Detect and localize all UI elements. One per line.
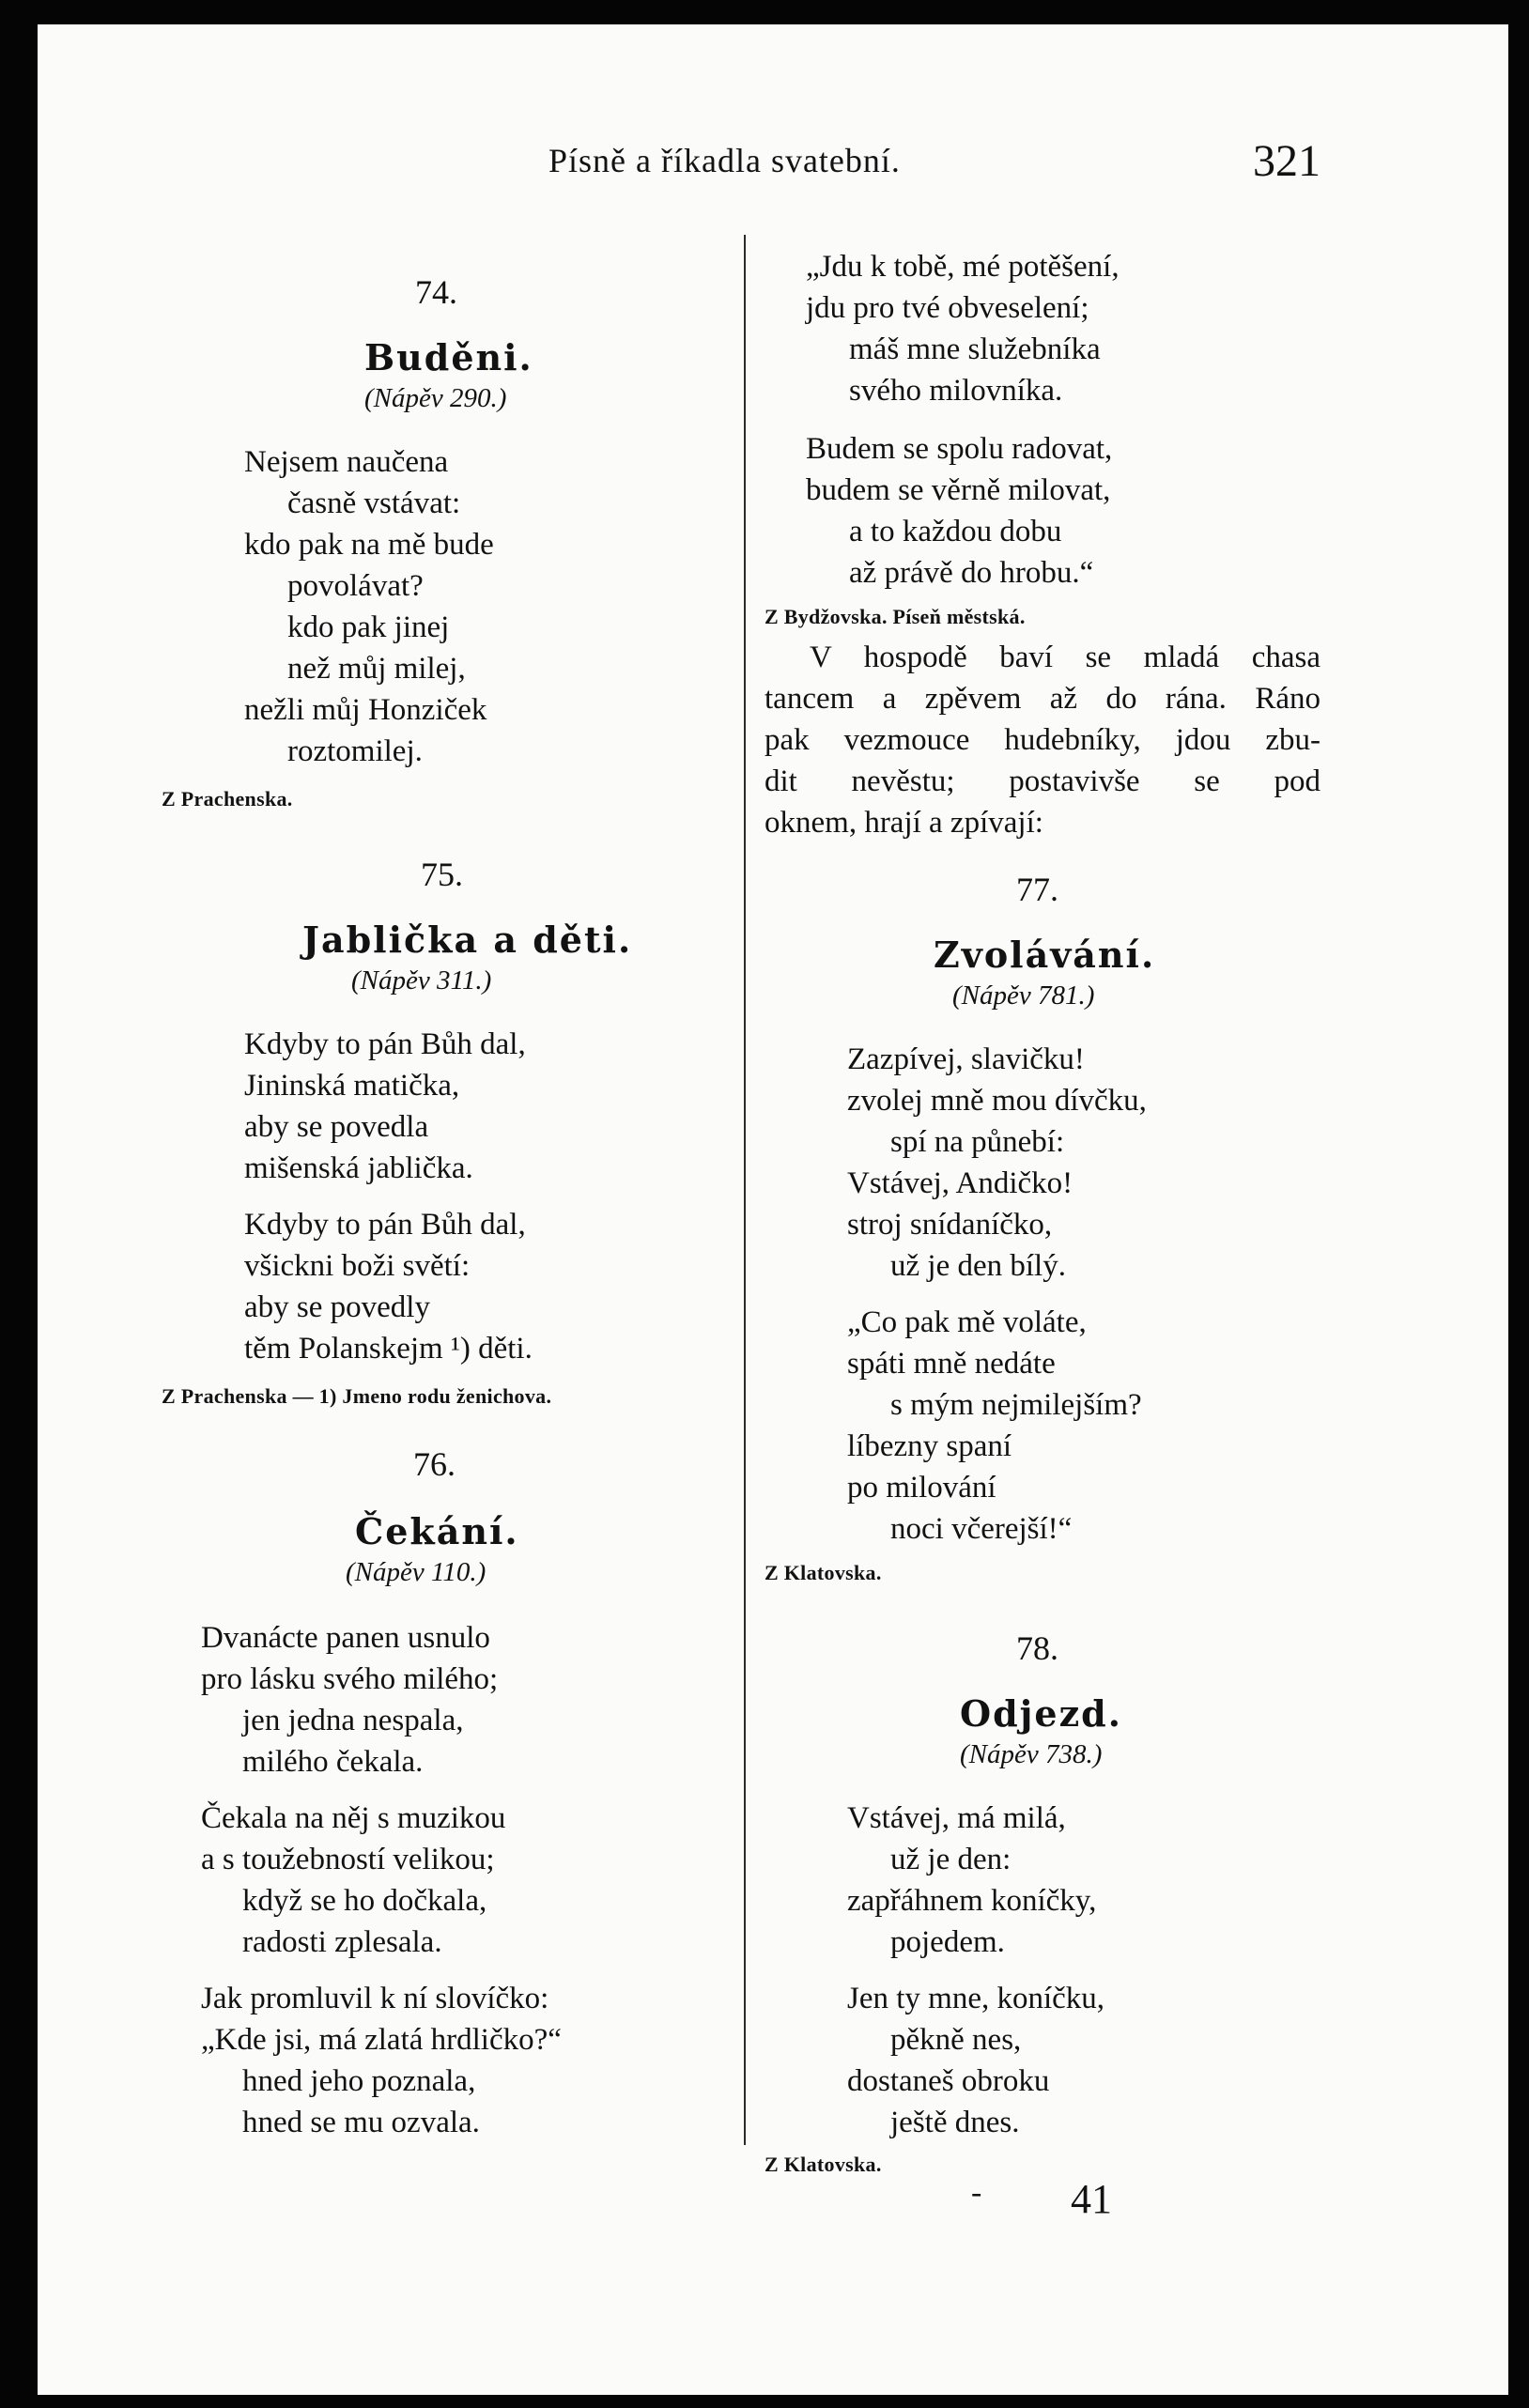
song-76-napev: (Nápěv 110.) xyxy=(346,1557,486,1587)
verse-line: máš mne služebníka xyxy=(849,332,1101,366)
prose-line: dit nevěstu; postavivše se pod xyxy=(764,764,1320,798)
song-78-number: 78. xyxy=(1016,1629,1058,1667)
verse-line: po milování xyxy=(847,1471,996,1505)
song-77-source: Z Klatovska. xyxy=(764,1561,882,1584)
verse-line: Budem se spolu radovat, xyxy=(806,432,1113,466)
verse-line: už je den: xyxy=(890,1843,1012,1876)
verse-line: pro lásku svého milého; xyxy=(201,1662,499,1696)
song-78-napev: (Nápěv 738.) xyxy=(960,1739,1103,1769)
song-74-number: 74. xyxy=(415,273,457,311)
verse-line: mišenská jablička. xyxy=(244,1151,473,1185)
verse-line: „Co pak mě voláte, xyxy=(847,1305,1087,1339)
verse-line: než můj milej, xyxy=(287,652,466,686)
song-75-title: Jablička a děti. xyxy=(302,918,633,961)
verse-line: už je den bílý. xyxy=(890,1249,1066,1283)
verse-line: budem se věrně milovat, xyxy=(806,473,1111,507)
song-77-napev: (Nápěv 781.) xyxy=(952,980,1095,1011)
verse-line: jen jedna nespala, xyxy=(242,1704,464,1737)
verse-line: zapřáhnem koníčky, xyxy=(847,1884,1097,1918)
verse-line: Vstávej, Andičko! xyxy=(847,1166,1073,1200)
song-76-number: 76. xyxy=(413,1445,456,1483)
verse-line: svého milovníka. xyxy=(849,374,1063,408)
column-divider xyxy=(744,235,746,2145)
verse-line: a to každou dobu xyxy=(849,515,1062,548)
verse-line: „Kde jsi, má zlatá hrdličko?“ xyxy=(201,2023,562,2057)
verse-line: kdo pak na mě bude xyxy=(244,528,494,562)
verse-line: hned jeho poznala, xyxy=(242,2064,476,2098)
verse-line: všickni boži světí: xyxy=(244,1249,471,1283)
song-75-napev: (Nápěv 311.) xyxy=(351,965,492,996)
verse-line: hned se mu ozvala. xyxy=(242,2106,480,2139)
verse-line: milého čekala. xyxy=(242,1745,424,1779)
verse-line: líbezny spaní xyxy=(847,1429,1012,1463)
verse-line: nežli můj Honziček xyxy=(244,693,487,727)
verse-line: radosti zplesala. xyxy=(242,1925,442,1959)
verse-line: pojedem. xyxy=(890,1925,1005,1959)
song-75-number: 75. xyxy=(421,856,463,893)
verse-line: povolávat? xyxy=(287,569,424,603)
book-page xyxy=(38,24,1508,2395)
verse-line: až právě do hrobu.“ xyxy=(849,556,1094,590)
verse-line: Vstávej, má milá, xyxy=(847,1801,1066,1835)
verse-line: Dvanácte panen usnulo xyxy=(201,1621,490,1655)
song-74-napev: (Nápěv 290.) xyxy=(364,383,507,413)
verse-line: Jen ty mne, koníčku, xyxy=(847,1982,1105,2015)
verse-line: spí na půnebí: xyxy=(890,1125,1065,1159)
prose-line: V hospodě baví se mladá chasa xyxy=(810,641,1320,674)
song-74-source: Z Prachenska. xyxy=(162,787,293,810)
song-77-title: Zvolávání. xyxy=(934,934,1156,976)
verse-line: dostaneš obroku xyxy=(847,2064,1050,2098)
page-number: 321 xyxy=(1253,136,1320,186)
song-77-number: 77. xyxy=(1016,871,1058,908)
prose-line: tancem a zpěvem až do rána. Ráno xyxy=(764,682,1320,716)
song-76-source: Z Bydžovska. Píseň městská. xyxy=(764,605,1026,628)
verse-line: ještě dnes. xyxy=(890,2106,1020,2139)
signature-dash: - xyxy=(971,2175,982,2210)
verse-line: aby se povedly xyxy=(244,1290,430,1324)
song-76-title: Čekání. xyxy=(355,1510,519,1552)
song-74-title: Buděni. xyxy=(364,336,533,378)
verse-line: a s toužebností velikou; xyxy=(201,1843,495,1876)
song-78-title: Odjezd. xyxy=(960,1692,1122,1735)
song-75-source: Z Prachenska — 1) Jmeno rodu ženichova. xyxy=(162,1384,552,1408)
verse-line: noci včerejší!“ xyxy=(890,1512,1073,1546)
running-title: Písně a říkadla svatební. xyxy=(548,142,901,179)
verse-line: aby se povedla xyxy=(244,1110,429,1144)
verse-line: roztomilej. xyxy=(287,734,423,768)
verse-line: Zazpívej, slavičku! xyxy=(847,1042,1085,1076)
prose-line: oknem, hrají a zpívají: xyxy=(764,806,1043,840)
verse-line: pěkně nes, xyxy=(890,2023,1022,2057)
verse-line: zvolej mně mou dívčku, xyxy=(847,1084,1147,1118)
verse-line: Nejsem naučena xyxy=(244,445,449,479)
verse-line: Kdyby to pán Bůh dal, xyxy=(244,1208,526,1242)
verse-line: spáti mně nedáte xyxy=(847,1347,1056,1381)
verse-line: Jininská matička, xyxy=(244,1069,460,1103)
song-78-source: Z Klatovska. xyxy=(764,2153,882,2176)
verse-line: Čekala na něj s muzikou xyxy=(201,1801,506,1835)
signature-mark: 41 xyxy=(1071,2176,1112,2222)
verse-line: těm Polanskejm ¹) děti. xyxy=(244,1332,533,1366)
verse-line: Kdyby to pán Bůh dal, xyxy=(244,1027,526,1061)
prose-line: pak vezmouce hudebníky, jdou zbu- xyxy=(764,723,1320,757)
verse-line: Jak promluvil k ní slovíčko: xyxy=(201,1982,549,2015)
verse-line: stroj snídaníčko, xyxy=(847,1208,1053,1242)
verse-line: časně vstávat: xyxy=(287,486,461,520)
verse-line: když se ho dočkala, xyxy=(242,1884,487,1918)
verse-line: jdu pro tvé obveselení; xyxy=(806,291,1089,325)
verse-line: „Jdu k tobě, mé potěšení, xyxy=(806,250,1120,284)
verse-line: kdo pak jinej xyxy=(287,610,450,644)
verse-line: s mým nejmilejším? xyxy=(890,1388,1142,1422)
